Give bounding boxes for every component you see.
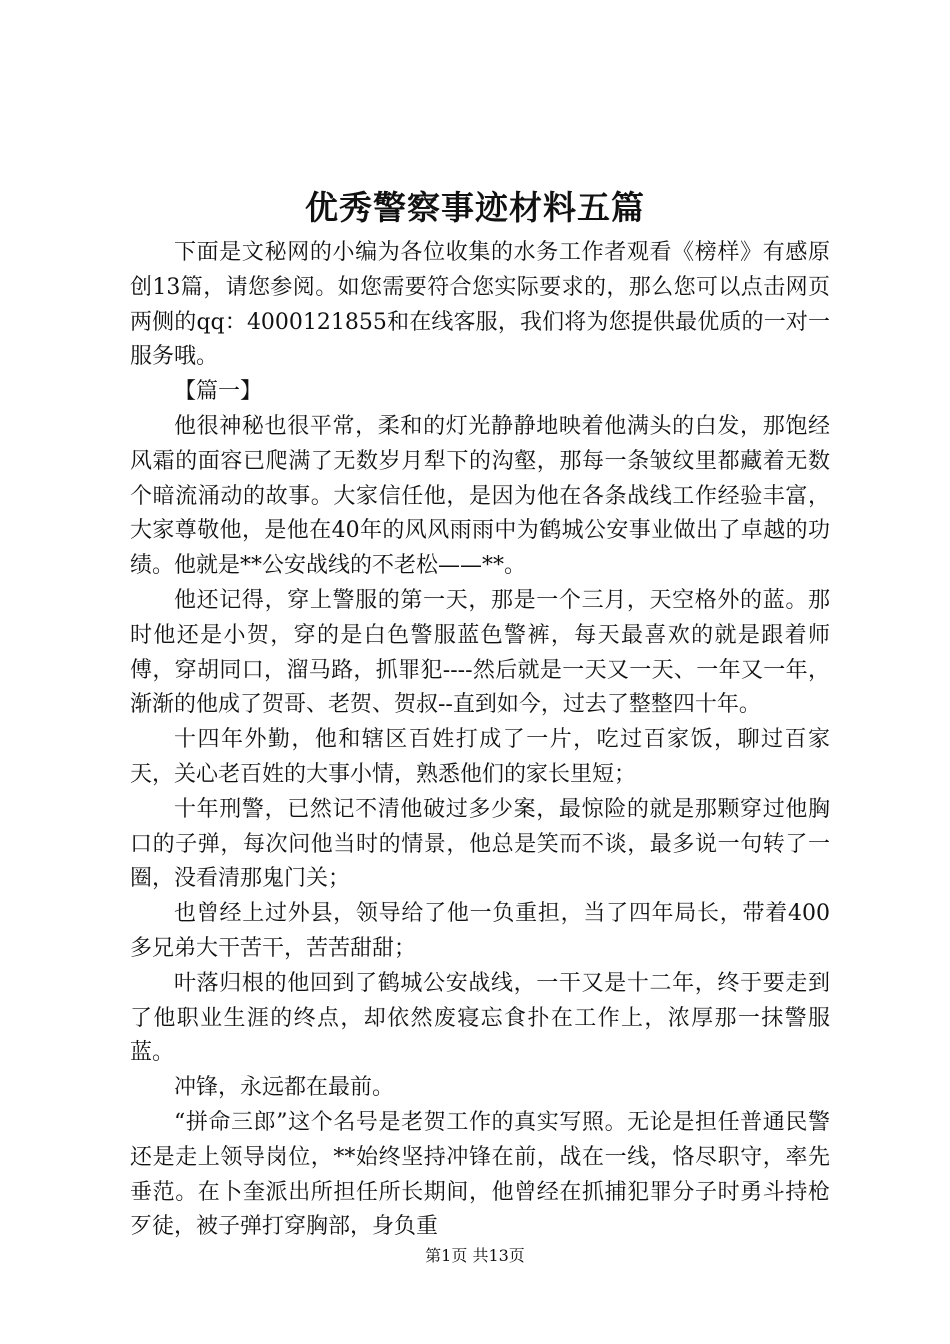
document-body — [130, 236, 830, 1245]
body-paragraph: 叶落归根的他回到了鹤城公安战线，一干又是十二年，终于要走到了他职业生涯的终点，却依然废寝忘食扑在工作上，浓厚那一抹警服蓝。 — [130, 970, 830, 1066]
body-paragraph: 十四年外勤，他和辖区百姓打成了一片，吃过百家饭，聊过百家天，关心老百姓的大事小情，熟悉他们的家长里短； — [130, 727, 830, 787]
body-paragraph: 他很神秘也很平常，柔和的灯光静静地映着他满头的白发，那饱经风霜的面容已爬满了无数岁月犁下的沟壑，那每一条皱纹里都藏着无数个暗流涌动的故事。大家信任他，是因为他在各条战线工作经验丰富，大家尊敬他，是他在40年的风风雨雨中为鹤城公安事业做出了卓越的功绩。他就是**公安战线的不老松——**。 — [130, 413, 830, 579]
body-paragraph: 也曾经上过外县，领导给了他一负重担，当了四年局长，带着400多兄弟大干苦干，苦苦甜甜； — [130, 901, 830, 961]
section-heading: 【篇一】 — [174, 379, 263, 405]
body-paragraph: 冲锋，永远都在最前。 — [174, 1075, 395, 1101]
page-title: 优秀警察事迹材料五篇 — [305, 188, 645, 227]
page-footer: 第1页 共13页 — [425, 1246, 525, 1265]
body-paragraph: 十年刑警，已然记不清他破过多少案，最惊险的就是那颗穿过他胸口的子弹，每次问他当时的情景，他总是笑而不谈，最多说一句转了一圈，没看清那鬼门关； — [130, 796, 830, 892]
body-paragraph: 他还记得，穿上警服的第一天，那是一个三月，天空格外的蓝。那时他还是小贺，穿的是白色警服蓝色警裤，每天最喜欢的就是跟着师傅，穿胡同口，溜马路，抓罪犯----然后就是一天又一天、一年又一年，渐渐的他成了贺哥、老贺、贺叔--直到如今，过去了整整四十年。 — [130, 587, 830, 718]
body-paragraph: “拼命三郎”这个名号是老贺工作的真实写照。无论是担任普通民警还是走上领导岗位，**始终坚持冲锋在前，战在一线，恪尽职守，率先垂范。在卜奎派出所担任所长期间，他曾经在抓捕犯罪分子时勇斗持枪歹徒，被子弹打穿胸部，身负重 — [130, 1109, 830, 1240]
intro-paragraph: 下面是文秘网的小编为各位收集的水务工作者观看《榜样》有感原创13篇，请您参阅。如您需要符合您实际要求的，那么您可以点击网页两侧的qq：4000121855和在线客服，我们将为您提供最优质的一对一服务哦。 — [130, 240, 830, 370]
